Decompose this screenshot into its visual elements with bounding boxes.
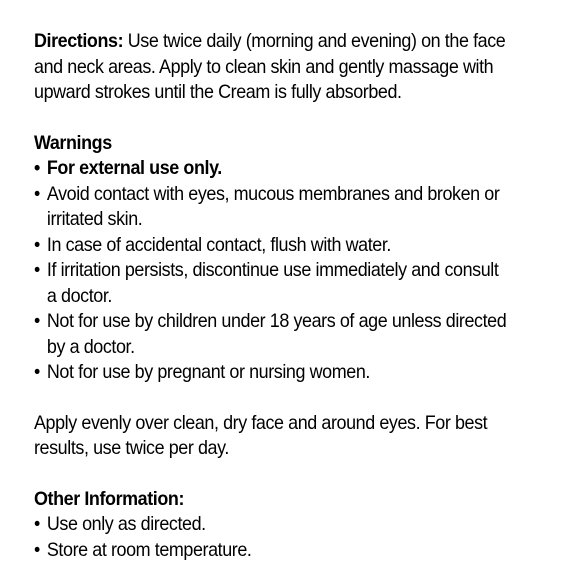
bullet-icon: •: [34, 538, 40, 561]
bullet-icon: •: [34, 310, 40, 332]
info-item: [34, 538, 512, 564]
info-text: Use only as directed.: [46, 513, 206, 535]
bullet-icon: •: [34, 182, 40, 205]
warning-item: [34, 360, 512, 386]
info-item: [34, 512, 512, 538]
section-spacer: [34, 462, 512, 487]
warning-text: Avoid contact with eyes, mucous membranes and broken or irritated skin.: [46, 182, 500, 230]
warning-text: If irritation persists, discontinue use immediately and consult a doctor.: [46, 259, 499, 307]
bullet-icon: •: [34, 157, 40, 179]
directions-text: Use twice daily (morning and evening) on the face and neck areas. Apply to clean skin and gently massage with upward strokes until the Cream is fully absorbed.: [34, 30, 506, 103]
info-text: Store at room temperature.: [46, 538, 252, 561]
other-information-list: [34, 512, 512, 563]
directions-heading: Directions:: [34, 30, 124, 52]
directions-paragraph: [34, 29, 512, 106]
bullet-icon: •: [34, 259, 40, 281]
warnings-heading: Warnings: [34, 131, 112, 154]
warnings-section: [34, 131, 512, 386]
warning-text: In case of accidental contact, flush with water.: [46, 233, 391, 256]
application-paragraph: Apply evenly over clean, dry face and around eyes. For best results, use twice per day.: [34, 411, 488, 459]
warning-item: [34, 182, 512, 233]
warning-item: [34, 309, 512, 360]
warning-item: [34, 156, 512, 182]
product-label-text: [34, 29, 512, 563]
warnings-list: [34, 156, 512, 386]
warning-text: For external use only.: [46, 157, 222, 179]
section-spacer: [34, 106, 512, 131]
other-information-section: [34, 487, 512, 564]
section-spacer: [34, 386, 512, 411]
warning-text: Not for use by pregnant or nursing women.: [46, 361, 370, 383]
bullet-icon: •: [34, 513, 40, 535]
warning-text: Not for use by children under 18 years of age unless directed by a doctor.: [46, 310, 507, 358]
warning-item: [34, 233, 512, 259]
bullet-icon: •: [34, 233, 40, 256]
other-information-heading: Other Information:: [34, 487, 185, 510]
bullet-icon: •: [34, 361, 40, 383]
warning-item: [34, 258, 512, 309]
